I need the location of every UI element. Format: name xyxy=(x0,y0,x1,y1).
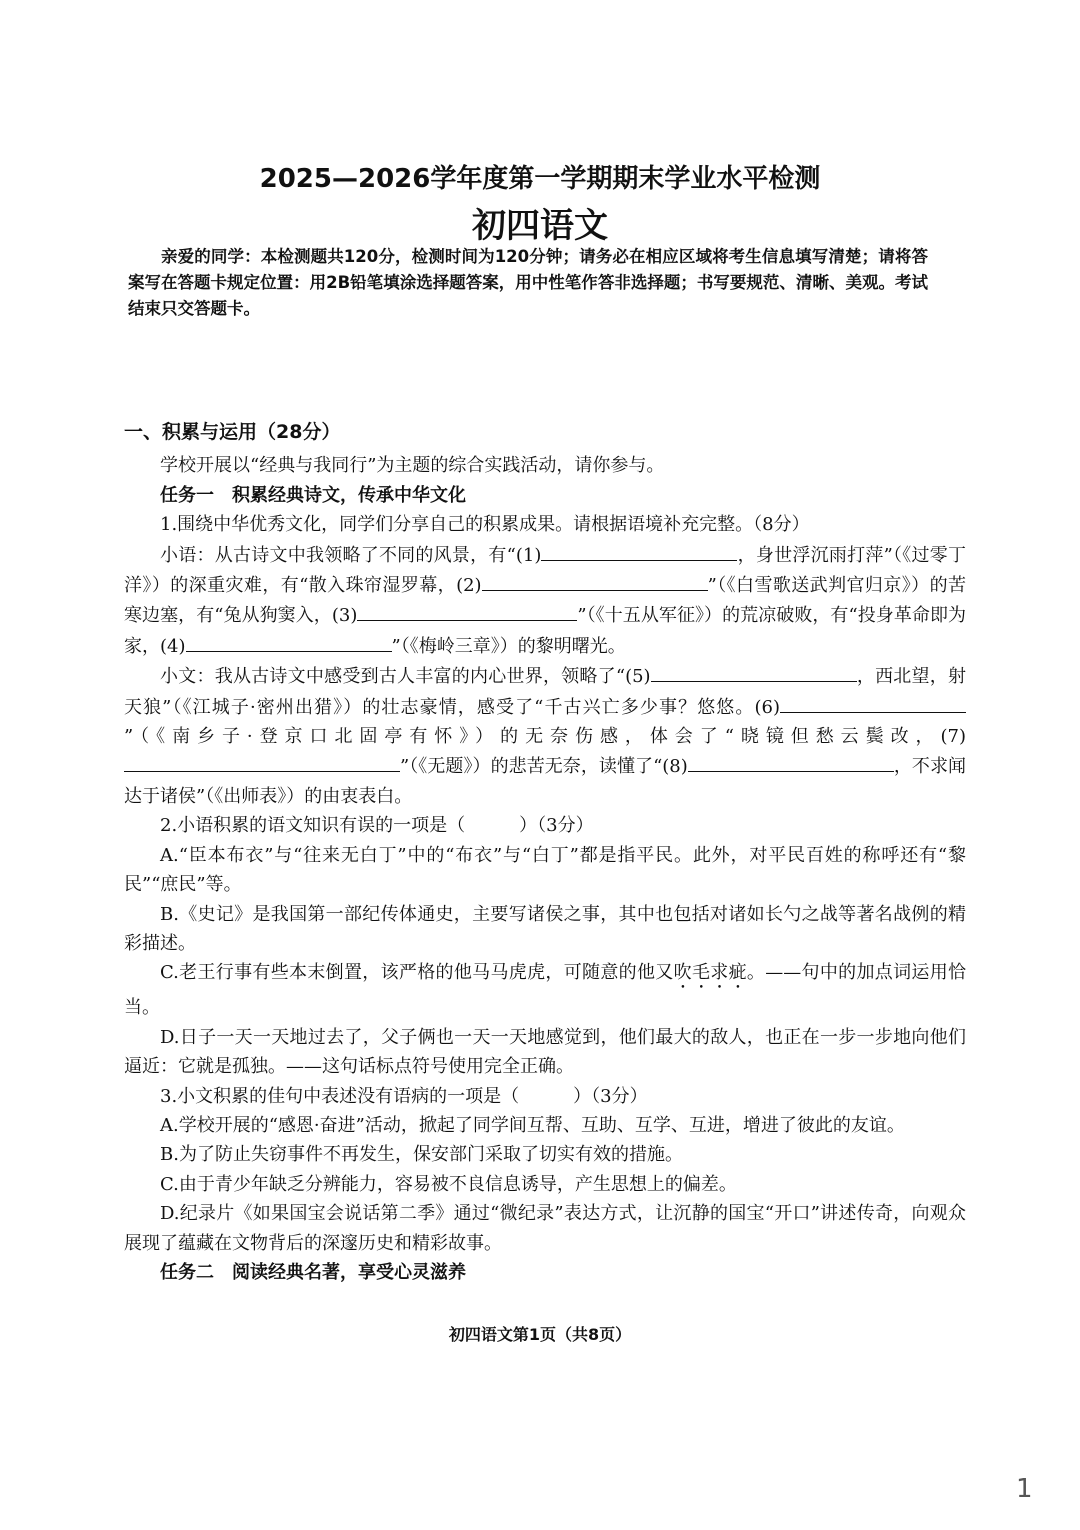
exam-subject: 初四语文 xyxy=(472,206,608,246)
q3-option-c: C.由于青少年缺乏分辨能力，容易被不良信息诱导，产生思想上的偏差。 xyxy=(160,1173,737,1195)
answer-blank-3[interactable] xyxy=(357,600,577,621)
section-heading: 一、积累与运用（28分） xyxy=(124,421,341,443)
page-number: 1 xyxy=(1016,1474,1033,1504)
task1-heading: 任务一 积累经典诗文，传承中华文化 xyxy=(160,484,466,506)
q2-stem: 2.小语积累的语文知识有误的一项是（ ）（3分） xyxy=(160,815,594,837)
q1-xiaoyu-e: ”（《梅岭三章》）的黎明曙光。 xyxy=(391,635,626,657)
q1-xiaowen-b: ，西北望，射天狼”（《江城子·密州出猎》）的壮志豪情，感受了“千古兴亡多少事？悠悠。(6) xyxy=(124,666,967,718)
exam-content xyxy=(124,418,966,1287)
q2-option-d: D.日子一天一天地过去了，父子俩也一天一天地感觉到，他们最大的敌人，也正在一步一步地向他们逼近：它就是孤独。——这句话标点符号使用完全正确。 xyxy=(124,1026,966,1078)
q1-xiaowen-c: ”（《南乡子·登京口北固亭有怀》）的无奈伤感，体会了“晓镜但愁云鬓改，(7) xyxy=(124,726,966,748)
answer-blank-1[interactable] xyxy=(541,540,737,561)
answer-blank-7[interactable] xyxy=(124,751,400,772)
q3-option-a: A.学校开展的“感恩·奋进”活动，掀起了同学间互帮、互助、互学、互进，增进了彼此的友谊。 xyxy=(160,1114,905,1136)
q2-option-c xyxy=(124,958,966,1022)
q3-option-d: D.纪录片《如果国宝会说话第二季》通过“微纪录”表达方式，让沉静的国宝“开口”讲述传奇，向观众展现了蕴藏在文物背后的深邃历史和精彩故事。 xyxy=(124,1203,966,1254)
exam-title: 2025—2026学年度第一学期期末学业水平检测 xyxy=(259,164,821,194)
q2-option-c-pre: C.老王行事有些本末倒置，该严格的他马马虎虎，可随意的他又 xyxy=(160,962,674,984)
q1-xiaoyu-b: ，身世浮沉雨打萍”（《过零丁洋》）的深重灾难，有“散入珠帘湿罗幕，(2) xyxy=(124,544,966,597)
q1-xiaoyu-c: ”（《白雪歌送武判官归京》）的苦寒边塞，有“兔从狗窦入，(3) xyxy=(124,575,966,627)
answer-blank-5[interactable] xyxy=(651,661,857,682)
answer-blank-8[interactable] xyxy=(688,751,894,772)
q1-stem: 1.围绕中华优秀文化，同学们分享自己的积累成果。请根据语境补充完整。（8分） xyxy=(160,514,810,536)
q2-option-c-post: 。——句中的加点词运用恰当。 xyxy=(124,962,967,1019)
exam-notice: 亲爱的同学：本检测题共120分，检测时间为120分钟；请务必在相应区域将考生信息填写清楚；请将答案写在答题卡规定位置：用2B铅笔填涂选择题答案，用中性笔作答非选择题；书写要规范、清晰、美观。考试结束只交答题卡。 xyxy=(128,247,928,318)
page-footer: 初四语文第1页（共8页） xyxy=(448,1325,632,1344)
q3-stem: 3.小文积累的佳句中表述没有语病的一项是（ ）（3分） xyxy=(160,1085,648,1107)
task2-heading: 任务二 阅读经典名著，享受心灵滋养 xyxy=(160,1261,466,1283)
answer-blank-4[interactable] xyxy=(186,631,392,652)
section-intro: 学校开展以“经典与我同行”为主题的综合实践活动，请你参与。 xyxy=(160,455,665,477)
q1-xiaowen-e: ，不求闻达于诸侯”（《出师表》）的由衷表白。 xyxy=(124,756,966,807)
q1-xiaowen-a: 小文：我从古诗文中感受到古人丰富的内心世界，领略了“(5) xyxy=(160,666,651,688)
q2-option-c-dotted-word: 吹毛求疵 xyxy=(673,962,747,984)
q1-xiaoyu xyxy=(124,540,966,662)
answer-blank-6[interactable] xyxy=(780,692,966,713)
q1-xiaowen-d: ”（《无题》）的悲苦无奈，读懂了“(8) xyxy=(400,756,688,778)
q2-option-b: B.《史记》是我国第一部纪传体通史，主要写诸侯之事，其中也包括对诸如长勺之战等著名战例的精彩描述。 xyxy=(124,903,966,954)
answer-blank-2[interactable] xyxy=(482,570,708,591)
q1-xiaoyu-a: 小语：从古诗文中我领略了不同的风景，有“(1) xyxy=(160,544,542,566)
q3-option-b: B.为了防止失窃事件不再发生，保安部门采取了切实有效的措施。 xyxy=(160,1144,683,1166)
q1-xiaoyu-d: ”（《十五从军征》）的荒凉破败，有“投身革命即为家，(4) xyxy=(124,605,967,657)
q1-xiaowen xyxy=(124,661,966,811)
q2-option-a: A.“臣本布衣”与“往来无白丁”中的“布衣”与“白丁”都是指平民。此外，对平民百姓的称呼还有“黎民”“庶民”等。 xyxy=(124,844,966,896)
